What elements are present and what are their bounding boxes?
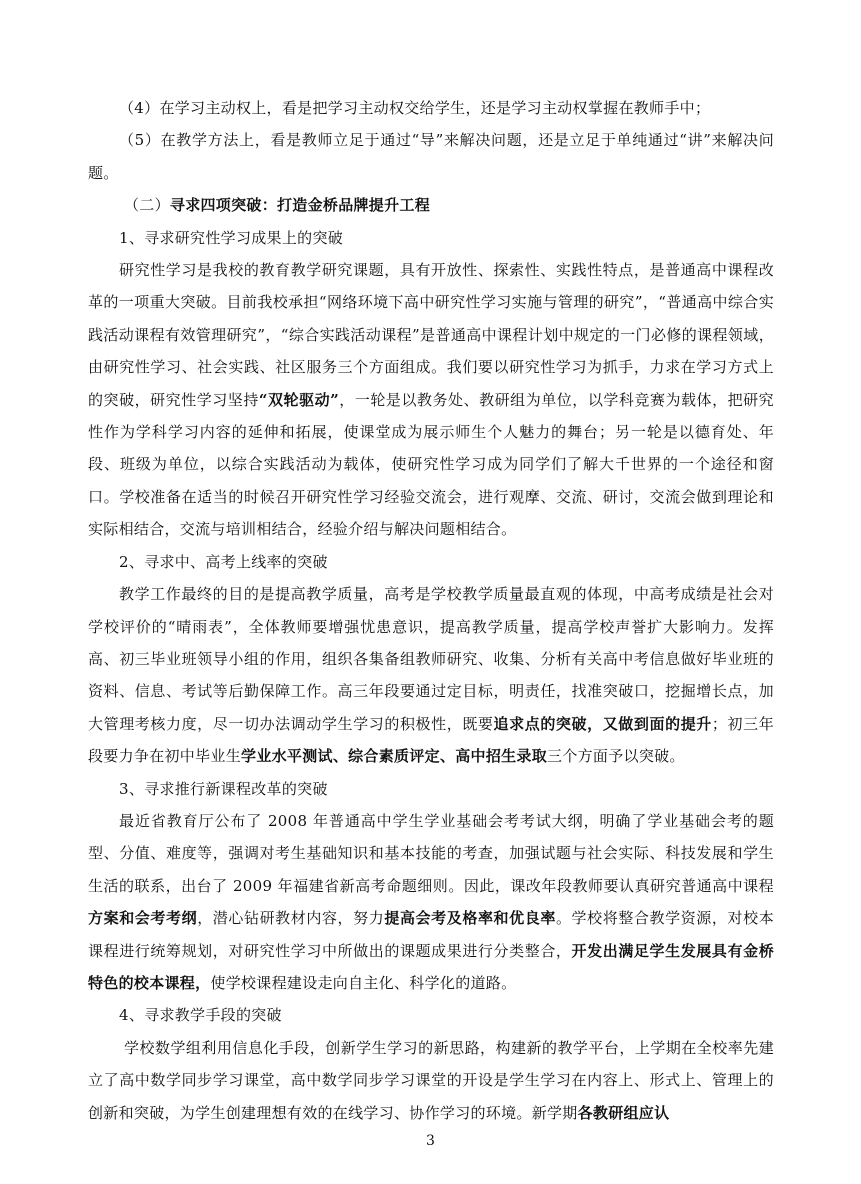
paragraph-curriculum-reform (88, 805, 774, 999)
bold-text-run: 寻求四项突破：打造金桥品牌提升工程 (169, 196, 431, 215)
bold-text-run: 方案和会考考纲 (88, 909, 198, 928)
page-number: 3 (426, 1133, 435, 1149)
text-run: （5）在教学方法上，看是教师立足于通过“导”来解决问题，还是立足于单纯通过“讲”来解决问题。 (88, 131, 774, 182)
text-run: ；初三年段要力争在初中毕业生 (88, 714, 774, 766)
paragraph-item-4 (88, 92, 774, 124)
paragraph-teaching-means (88, 1032, 774, 1129)
bold-text-run: “双轮驱动” (258, 390, 340, 409)
text-run: ，潜心钻研教材内容，努力 (197, 909, 385, 928)
subheading-2 (88, 546, 774, 578)
text-run: （4）在学习主动权上，看是把学习主动权交给学生，还是学习主动权掌握在教师手中； (119, 99, 711, 117)
bold-text-run: 各教研组应认 (577, 1103, 670, 1122)
text-run: 学校数学组利用信息化手段，创新学生学习的新思路，构建新的教学平台，上学期在全校率先建立了高中数学同步学习课堂，高中数学同步学习课堂的开设是学生学习在内容上、形式上、管理上的创新和突破，为学生创建理想有效的在线学习、协作学习的环境。新学期 (88, 1038, 774, 1122)
page-body (88, 92, 774, 1129)
text-run: 教学工作最终的目的是提高教学质量，高考是学校教学质量最直观的体现，中高考成绩是社会对学校评价的“晴雨表”，全体教师要增强忧患意识，提高教学质量，提高学校声誉扩大影响力。发挥高、初三毕业班领导小组的作用，组织各集备组教师研究、收集、分析有关高中考信息做好毕业班的资料、信息、考试等后勤保障工作。高三年段要通过定目标，明责任，找准突破口，挖掘增长点，加大管理考核力度，尽一切办法调动学生学习的积极性，既要 (88, 585, 774, 733)
text-run: 最近省教育厅公布了 2008 年普通高中学生学业基础会考考试大纲，明确了学业基础会考的题型、分值、难度等，强调对考生基础知识和基本技能的考查，加强试题与社会实际、科技发展和学生生活的联系，出台了 2009 年福建省新高考命题细则。因此，课改年段教师要认真研究普通高中课程 (88, 811, 774, 895)
text-run: 研究性学习是我校的教育教学研究课题，具有开放性、探索性、实践性特点，是普通高中课程改革的一项重大突破。目前我校承担“网络环境下高中研究性学习实施与管理的研究”，“普通高中综合实践活动课程有效管理研究”，“综合实践活动课程”是普通高中课程计划中规定的一门必修的课程领域，由研究性学习、社会实践、社区服务三个方面组成。我们要以研究性学习为抓手，力求在学习方式上的突破，研究性学习坚持 (88, 261, 774, 409)
text-run: （二） (124, 196, 170, 215)
bold-text-run: 提高会考及格率和优良率 (384, 909, 556, 928)
subheading-3 (88, 773, 774, 805)
text-run: 2、寻求中、高考上线率的突破 (119, 552, 328, 571)
paragraph-item-5 (88, 124, 774, 189)
bold-text-run: 开发出满足学生发展具有金桥特色的校本课程， (88, 941, 774, 992)
subheading-4 (88, 999, 774, 1031)
subheading-1 (88, 222, 774, 254)
text-run: ，一轮是以教务处、教研组为单位，以学科竞赛为载体，把研究性作为学科学习内容的延伸和拓展，使课堂成为展示师生个人魅力的舞台；另一轮是以德育处、年段、班级为单位，以综合实践活动为载体，使研究性学习成为同学们了解大千世界的一个途径和窗口。学校准备在适当的时候召开研究性学习经验交流会，进行观摩、交流、研讨，交流会做到理论和实际相结合，交流与培训相结合，经验介绍与解决问题相结合。 (88, 390, 774, 539)
text-run: 1、寻求研究性学习成果上的突破 (119, 228, 344, 247)
section-heading-2 (88, 189, 774, 221)
paragraph-exam-rate (88, 578, 774, 772)
text-run: 。学校将整合教学资源，对校本课程进行统筹规划，对研究性学习中所做出的课题成果进行分类整合， (88, 909, 774, 960)
paragraph-research-learning (88, 254, 774, 546)
bold-text-run: 学业水平测试、综合素质评定、高中招生录取 (241, 747, 548, 766)
bold-text-run: 追求点的突破，又做到面的提升 (493, 714, 712, 733)
text-run: 三个方面予以突破。 (547, 747, 685, 766)
text-run: 3、寻求推行新课程改革的突破 (119, 779, 328, 798)
text-run: 4、寻求教学手段的突破 (119, 1006, 282, 1025)
text-run: 使学校课程建设走向自主化、科学化的道路。 (210, 973, 517, 992)
